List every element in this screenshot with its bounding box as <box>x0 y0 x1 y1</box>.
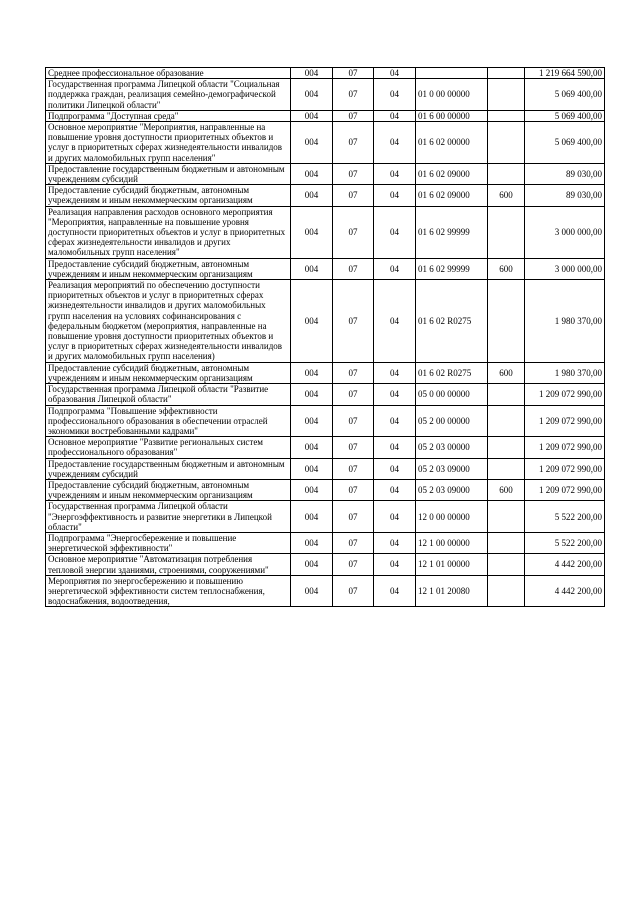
section-code-cell: 07 <box>333 437 374 458</box>
table-row <box>46 163 605 184</box>
target-article-code-cell: 01 6 02 09000 <box>416 163 488 184</box>
ministry-code-cell: 004 <box>291 437 333 458</box>
subsection-code-cell: 04 <box>374 458 416 479</box>
target-article-code-cell: 12 1 01 20080 <box>416 575 488 607</box>
expense-type-code-cell <box>488 206 525 258</box>
ministry-code-cell: 004 <box>291 532 333 553</box>
amount-cell: 1 219 664 590,00 <box>525 68 605 79</box>
target-article-code-cell: 05 2 00 00000 <box>416 405 488 437</box>
expense-type-code-cell <box>488 79 525 111</box>
table-row <box>46 258 605 279</box>
row-name-cell: Предоставление государственным бюджетным и автономным учреждениям субсидий <box>46 458 291 479</box>
expense-type-code-cell <box>488 110 525 121</box>
table-row <box>46 405 605 437</box>
section-code-cell: 07 <box>333 501 374 533</box>
ministry-code-cell: 004 <box>291 501 333 533</box>
amount-cell: 4 442 200,00 <box>525 575 605 607</box>
section-code-cell: 07 <box>333 110 374 121</box>
table-row <box>46 384 605 405</box>
subsection-code-cell: 04 <box>374 163 416 184</box>
row-name-cell: Подпрограмма "Энергосбережение и повышение энергетической эффективности" <box>46 532 291 553</box>
section-code-cell: 07 <box>333 479 374 500</box>
table-row <box>46 479 605 500</box>
expense-type-code-cell: 600 <box>488 479 525 500</box>
budget-table <box>45 67 605 607</box>
expense-type-code-cell <box>488 501 525 533</box>
table-row <box>46 362 605 383</box>
amount-cell: 5 522 200,00 <box>525 532 605 553</box>
section-code-cell: 07 <box>333 554 374 575</box>
section-code-cell: 07 <box>333 280 374 363</box>
row-name-cell: Среднее профессиональное образование <box>46 68 291 79</box>
table-row <box>46 575 605 607</box>
row-name-cell: Предоставление субсидий бюджетным, автономным учреждениям и иным некоммерческим организациям <box>46 362 291 383</box>
section-code-cell: 07 <box>333 122 374 164</box>
expense-type-code-cell: 600 <box>488 258 525 279</box>
target-article-code-cell: 01 6 02 99999 <box>416 258 488 279</box>
ministry-code-cell: 004 <box>291 405 333 437</box>
target-article-code-cell: 05 0 00 00000 <box>416 384 488 405</box>
amount-cell: 1 209 072 990,00 <box>525 405 605 437</box>
section-code-cell: 07 <box>333 405 374 437</box>
expense-type-code-cell <box>488 575 525 607</box>
row-name-cell: Предоставление государственным бюджетным и автономным учреждениям субсидий <box>46 163 291 184</box>
section-code-cell: 07 <box>333 532 374 553</box>
target-article-code-cell: 01 0 00 00000 <box>416 79 488 111</box>
amount-cell: 89 030,00 <box>525 185 605 206</box>
section-code-cell: 07 <box>333 362 374 383</box>
subsection-code-cell: 04 <box>374 554 416 575</box>
ministry-code-cell: 004 <box>291 458 333 479</box>
subsection-code-cell: 04 <box>374 575 416 607</box>
table-row <box>46 280 605 363</box>
table-row <box>46 79 605 111</box>
section-code-cell: 07 <box>333 185 374 206</box>
target-article-code-cell: 01 6 02 09000 <box>416 185 488 206</box>
ministry-code-cell: 004 <box>291 479 333 500</box>
target-article-code-cell: 01 6 00 00000 <box>416 110 488 121</box>
subsection-code-cell: 04 <box>374 362 416 383</box>
amount-cell: 5 069 400,00 <box>525 122 605 164</box>
table-row <box>46 110 605 121</box>
subsection-code-cell: 04 <box>374 501 416 533</box>
section-code-cell: 07 <box>333 575 374 607</box>
subsection-code-cell: 04 <box>374 479 416 500</box>
row-name-cell: Основное мероприятие "Развитие региональных систем профессионального образования" <box>46 437 291 458</box>
amount-cell: 5 069 400,00 <box>525 110 605 121</box>
table-row <box>46 532 605 553</box>
amount-cell: 1 980 370,00 <box>525 280 605 363</box>
expense-type-code-cell <box>488 437 525 458</box>
amount-cell: 5 069 400,00 <box>525 79 605 111</box>
ministry-code-cell: 004 <box>291 206 333 258</box>
row-name-cell: Основное мероприятие "Мероприятия, направленные на повышение уровня доступности приоритетных объектов и услуг в приоритетных сферах жизнедеятельности инвалидов и других маломобильных групп населения" <box>46 122 291 164</box>
section-code-cell: 07 <box>333 79 374 111</box>
row-name-cell: Предоставление субсидий бюджетным, автономным учреждениям и иным некоммерческим организациям <box>46 258 291 279</box>
subsection-code-cell: 04 <box>374 384 416 405</box>
ministry-code-cell: 004 <box>291 68 333 79</box>
section-code-cell: 07 <box>333 68 374 79</box>
amount-cell: 3 000 000,00 <box>525 206 605 258</box>
table-row <box>46 458 605 479</box>
row-name-cell: Основное мероприятие "Автоматизация потребления тепловой энергии зданиями, строениями, сооружениями" <box>46 554 291 575</box>
row-name-cell: Подпрограмма "Доступная среда" <box>46 110 291 121</box>
amount-cell: 1 209 072 990,00 <box>525 384 605 405</box>
amount-cell: 1 980 370,00 <box>525 362 605 383</box>
amount-cell: 4 442 200,00 <box>525 554 605 575</box>
expense-type-code-cell <box>488 68 525 79</box>
expense-type-code-cell <box>488 405 525 437</box>
row-name-cell: Государственная программа Липецкой области "Энергоэффективность и развитие энергетики в Липецкой области" <box>46 501 291 533</box>
ministry-code-cell: 004 <box>291 554 333 575</box>
table-row <box>46 122 605 164</box>
row-name-cell: Подпрограмма "Повышение эффективности профессионального образования в обеспечении отраслей экономики востребованными кадрами" <box>46 405 291 437</box>
subsection-code-cell: 04 <box>374 258 416 279</box>
row-name-cell: Государственная программа Липецкой области "Развитие образования Липецкой области" <box>46 384 291 405</box>
ministry-code-cell: 004 <box>291 384 333 405</box>
expense-type-code-cell <box>488 458 525 479</box>
subsection-code-cell: 04 <box>374 79 416 111</box>
subsection-code-cell: 04 <box>374 68 416 79</box>
target-article-code-cell: 05 2 03 09000 <box>416 458 488 479</box>
target-article-code-cell <box>416 68 488 79</box>
amount-cell: 5 522 200,00 <box>525 501 605 533</box>
ministry-code-cell: 004 <box>291 185 333 206</box>
subsection-code-cell: 04 <box>374 405 416 437</box>
ministry-code-cell: 004 <box>291 163 333 184</box>
table-row <box>46 185 605 206</box>
target-article-code-cell: 12 1 00 00000 <box>416 532 488 553</box>
row-name-cell: Мероприятия по энергосбережению и повышению энергетической эффективности систем теплоснабжения, водоснабжения, водоотведения, <box>46 575 291 607</box>
target-article-code-cell: 12 0 00 00000 <box>416 501 488 533</box>
row-name-cell: Реализация мероприятий по обеспечению доступности приоритетных объектов и услуг в приоритетных сферах жизнедеятельности инвалидов и других маломобильных групп населения на условиях софинансирования с федеральным бюджетом (мероприятия, направленные на повышение уровня доступности приоритетных объектов и услуг в приоритетных сферах жизнедеятельности инвалидов и других маломобильных групп населения) <box>46 280 291 363</box>
table-row <box>46 206 605 258</box>
amount-cell: 1 209 072 990,00 <box>525 458 605 479</box>
target-article-code-cell: 01 6 02 99999 <box>416 206 488 258</box>
expense-type-code-cell <box>488 532 525 553</box>
expense-type-code-cell <box>488 122 525 164</box>
subsection-code-cell: 04 <box>374 280 416 363</box>
amount-cell: 1 209 072 990,00 <box>525 479 605 500</box>
ministry-code-cell: 004 <box>291 110 333 121</box>
section-code-cell: 07 <box>333 206 374 258</box>
section-code-cell: 07 <box>333 384 374 405</box>
expense-type-code-cell <box>488 280 525 363</box>
row-name-cell: Реализация направления расходов основного мероприятия "Мероприятия, направленные на повышение уровня доступности приоритетных объектов и услуг в приоритетных сферах жизнедеятельности инвалидов и других маломобильных групп населения" <box>46 206 291 258</box>
subsection-code-cell: 04 <box>374 437 416 458</box>
subsection-code-cell: 04 <box>374 532 416 553</box>
subsection-code-cell: 04 <box>374 122 416 164</box>
expense-type-code-cell <box>488 163 525 184</box>
section-code-cell: 07 <box>333 163 374 184</box>
subsection-code-cell: 04 <box>374 206 416 258</box>
row-name-cell: Предоставление субсидий бюджетным, автономным учреждениям и иным некоммерческим организациям <box>46 185 291 206</box>
target-article-code-cell: 01 6 02 R0275 <box>416 280 488 363</box>
expense-type-code-cell <box>488 384 525 405</box>
table-row <box>46 501 605 533</box>
table-row <box>46 437 605 458</box>
expense-type-code-cell: 600 <box>488 362 525 383</box>
amount-cell: 89 030,00 <box>525 163 605 184</box>
target-article-code-cell: 12 1 01 00000 <box>416 554 488 575</box>
row-name-cell: Предоставление субсидий бюджетным, автономным учреждениям и иным некоммерческим организациям <box>46 479 291 500</box>
budget-table-body <box>46 68 605 607</box>
amount-cell: 3 000 000,00 <box>525 258 605 279</box>
section-code-cell: 07 <box>333 458 374 479</box>
target-article-code-cell: 01 6 02 00000 <box>416 122 488 164</box>
subsection-code-cell: 04 <box>374 110 416 121</box>
ministry-code-cell: 004 <box>291 122 333 164</box>
ministry-code-cell: 004 <box>291 362 333 383</box>
ministry-code-cell: 004 <box>291 280 333 363</box>
target-article-code-cell: 05 2 03 00000 <box>416 437 488 458</box>
expense-type-code-cell: 600 <box>488 185 525 206</box>
table-row <box>46 68 605 79</box>
row-name-cell: Государственная программа Липецкой области "Социальная поддержка граждан, реализация семейно-демографической политики Липецкой области" <box>46 79 291 111</box>
target-article-code-cell: 05 2 03 09000 <box>416 479 488 500</box>
table-row <box>46 554 605 575</box>
target-article-code-cell: 01 6 02 R0275 <box>416 362 488 383</box>
ministry-code-cell: 004 <box>291 575 333 607</box>
section-code-cell: 07 <box>333 258 374 279</box>
expense-type-code-cell <box>488 554 525 575</box>
subsection-code-cell: 04 <box>374 185 416 206</box>
ministry-code-cell: 004 <box>291 79 333 111</box>
amount-cell: 1 209 072 990,00 <box>525 437 605 458</box>
ministry-code-cell: 004 <box>291 258 333 279</box>
